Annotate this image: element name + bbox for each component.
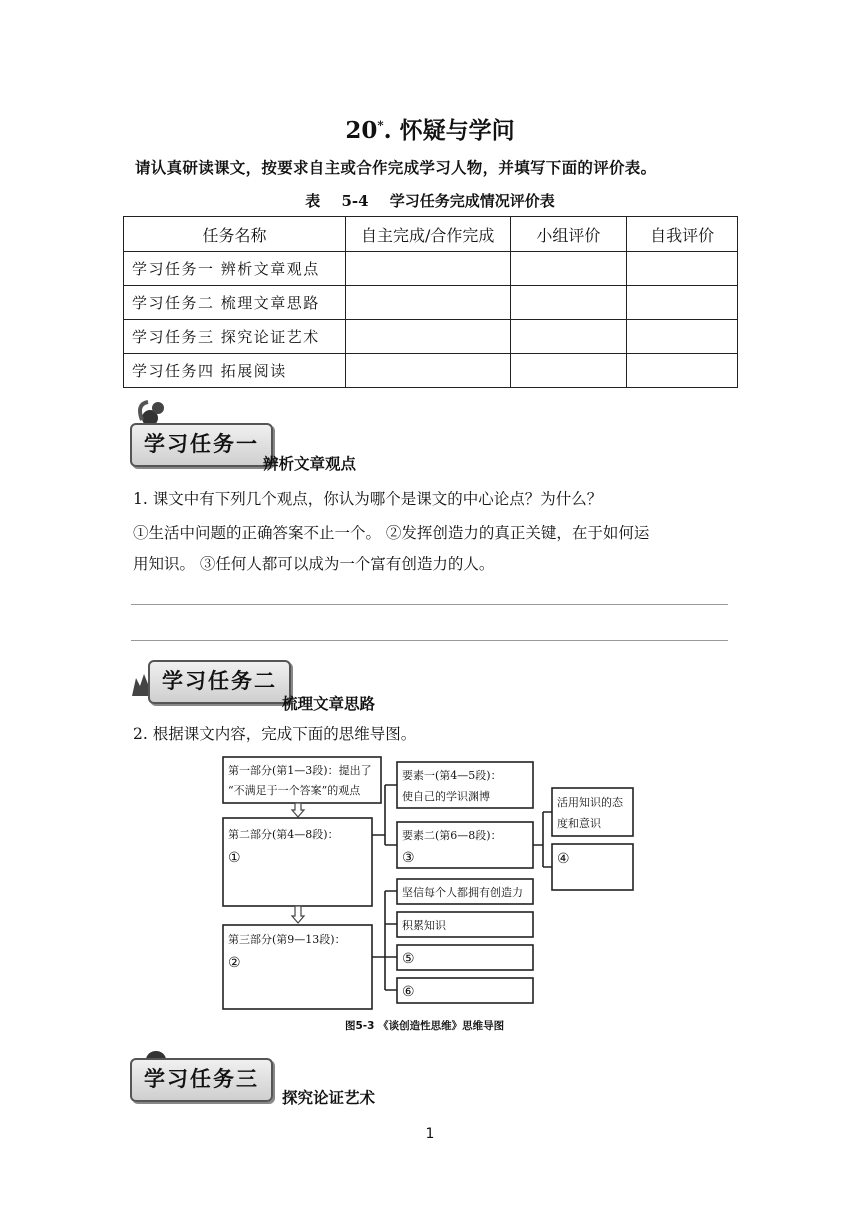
task3-subtitle: 探究论证艺术 — [282, 1088, 376, 1107]
table-cell[interactable] — [510, 354, 627, 388]
task1-options-line2: 用知识。 ③任何人都可以成为一个富有创造力的人。 — [133, 555, 495, 573]
table-cell[interactable] — [510, 286, 627, 320]
table-cell: 学习任务三 探究论证艺术 — [124, 320, 346, 354]
table-row — [124, 252, 738, 286]
table-header: 自我评价 — [627, 217, 738, 252]
table-row — [124, 320, 738, 354]
page-title — [0, 112, 860, 145]
table-header: 自主完成/合作完成 — [345, 217, 510, 252]
task2-badge: 学习任务二 — [148, 660, 291, 704]
table-cell[interactable] — [345, 286, 510, 320]
part1-line2: “不满足于一个答案”的观点 — [228, 784, 361, 797]
task1-badge: 学习任务一 — [130, 423, 273, 467]
table-cell[interactable] — [627, 286, 738, 320]
table-cell[interactable] — [345, 252, 510, 286]
element2-blank: ③ — [402, 850, 415, 866]
part2-label: 第二部分(第4—8段)： — [228, 828, 339, 841]
element1-line2: 使自己的学识渊博 — [402, 790, 490, 803]
table-cell[interactable] — [510, 320, 627, 354]
table-cell[interactable] — [627, 252, 738, 286]
branch-2-text: 积累知识 — [402, 919, 446, 932]
task3-badge: 学习任务三 — [130, 1058, 273, 1102]
table-cell[interactable] — [345, 320, 510, 354]
title-text: . 怀疑与学问 — [383, 117, 515, 144]
branch-box-3[interactable] — [397, 945, 533, 970]
right1-line2: 度和意识 — [557, 817, 601, 830]
page-number: 1 — [425, 1126, 435, 1142]
answer-line[interactable] — [131, 640, 728, 641]
branch-1-text: 坚信每个人都拥有创造力 — [402, 886, 523, 899]
table-cell[interactable] — [627, 354, 738, 388]
task2-subtitle: 梳理文章思路 — [282, 694, 376, 713]
branch-box-4[interactable] — [397, 978, 533, 1003]
title-number: 20 — [345, 117, 378, 144]
intro-text: 请认真研读课文，按要求自主或合作完成学习人物，并填写下面的评价表。 — [135, 158, 657, 177]
right1-line1: 活用知识的态 — [557, 796, 623, 809]
answer-line[interactable] — [131, 604, 728, 605]
table-cell: 学习任务四 拓展阅读 — [124, 354, 346, 388]
table-header: 小组评价 — [510, 217, 627, 252]
task2-question: 2. 根据课文内容，完成下面的思维导图。 — [133, 725, 417, 743]
part2-blank: ① — [228, 850, 241, 866]
task1-question: 1. 课文中有下列几个观点，你认为哪个是课文的中心论点？为什么？ — [133, 490, 603, 508]
element1-line1: 要素一(第4—5段)： — [402, 769, 502, 782]
part3-blank: ② — [228, 955, 241, 971]
table-cell[interactable] — [627, 320, 738, 354]
mind-map — [215, 752, 640, 1042]
table-header: 任务名称 — [124, 217, 346, 252]
table-row — [124, 286, 738, 320]
title-mark: * — [377, 118, 384, 133]
branch-4-blank: ⑥ — [402, 984, 415, 1000]
element2-label: 要素二(第6—8段)： — [402, 829, 502, 842]
part1-line1: 第一部分(第1—3段)：提出了 — [228, 764, 372, 777]
task1-subtitle: 辨析文章观点 — [263, 454, 357, 473]
evaluation-table — [123, 216, 738, 388]
table-caption: 表 5-4 学习任务完成情况评价表 — [305, 192, 555, 210]
table-cell[interactable] — [510, 252, 627, 286]
table-cell: 学习任务一 辨析文章观点 — [124, 252, 346, 286]
table-cell[interactable] — [345, 354, 510, 388]
part3-label: 第三部分(第9—13段)： — [228, 933, 346, 946]
right2-blank: ④ — [557, 851, 570, 867]
table-header-row — [124, 217, 738, 252]
mindmap-caption: 图5-3 《谈创造性思维》思维导图 — [345, 1020, 505, 1032]
table-cell: 学习任务二 梳理文章思路 — [124, 286, 346, 320]
task1-options-line1: ①生活中问题的正确答案不止一个。 ②发挥创造力的真正关键，在于如何运 — [133, 524, 650, 542]
branch-3-blank: ⑤ — [402, 951, 415, 967]
table-row — [124, 354, 738, 388]
